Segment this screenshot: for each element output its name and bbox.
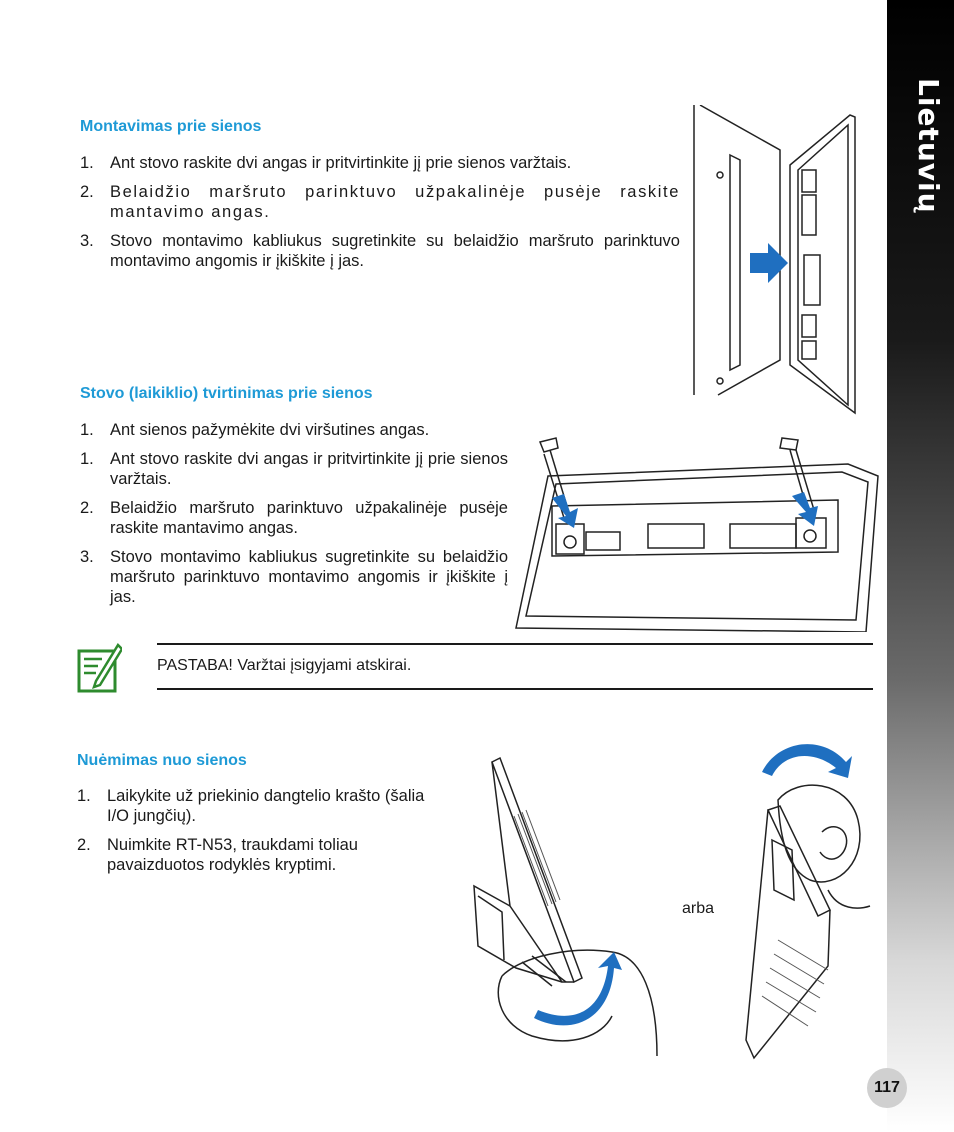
page-number: 117 <box>867 1068 907 1108</box>
arrow-right-icon <box>750 243 788 283</box>
stand-bracket-illustration <box>508 436 880 632</box>
note-text: PASTABA! Varžtai įsigyjami atskirai. <box>157 657 412 674</box>
list-item: 2. Belaidžio maršruto parinktuvo užpakalinėje pusėje raskite mantavimo angas. <box>80 183 680 221</box>
steps-list-stand-mount <box>80 420 508 616</box>
note-pencil-icon <box>76 641 122 693</box>
list-item: 3. Stovo montavimo kabliukus sugretinkite su belaidžio maršruto parinktuvo montavimo angomis ir įkiškite į jas. <box>80 548 508 606</box>
note-divider-bottom <box>157 688 873 690</box>
side-tab-label: Lietuvių <box>912 78 945 214</box>
curved-arrow-icon <box>534 952 622 1025</box>
steps-list-wall-mount <box>80 153 680 280</box>
list-item: 2. Nuimkite RT-N53, traukdami toliau pavaizduotos rodyklės kryptimi. <box>77 836 358 874</box>
removal-illustration-a <box>462 756 662 1066</box>
steps-list-removal <box>77 786 442 884</box>
list-item: 1. Ant stovo raskite dvi angas ir pritvirtinkite jį prie sienos varžtais. <box>80 450 508 488</box>
list-item: 3. Stovo montavimo kabliukus sugretinkite su belaidžio maršruto parinktuvo montavimo angomis ir įkiškite į jas. <box>80 232 680 270</box>
list-item: 1. Ant stovo raskite dvi angas ir pritvirtinkite jį prie sienos varžtais. <box>80 154 572 172</box>
section-heading-removal: Nuėmimas nuo sienos <box>77 752 247 769</box>
arrow-down-icon <box>552 494 578 528</box>
removal-illustration-b <box>738 740 878 1062</box>
rotate-arrow-icon <box>762 744 852 778</box>
note-divider-top <box>157 643 873 645</box>
section-heading-stand-mount: Stovo (laikiklio) tvirtinimas prie sienos <box>80 385 373 402</box>
removal-caption: arba <box>682 900 715 917</box>
wall-mount-illustration <box>690 105 870 417</box>
list-item: 1. Ant sienos pažymėkite dvi viršutines angas. <box>80 421 430 439</box>
section-heading-wall-mount: Montavimas prie sienos <box>80 118 262 135</box>
list-item: 2. Belaidžio maršruto parinktuvo užpakalinėje pusėje raskite mantavimo angas. <box>80 499 508 537</box>
list-item: 1. Laikykite už priekinio dangtelio krašto (šalia I/O jungčių). <box>77 787 425 825</box>
